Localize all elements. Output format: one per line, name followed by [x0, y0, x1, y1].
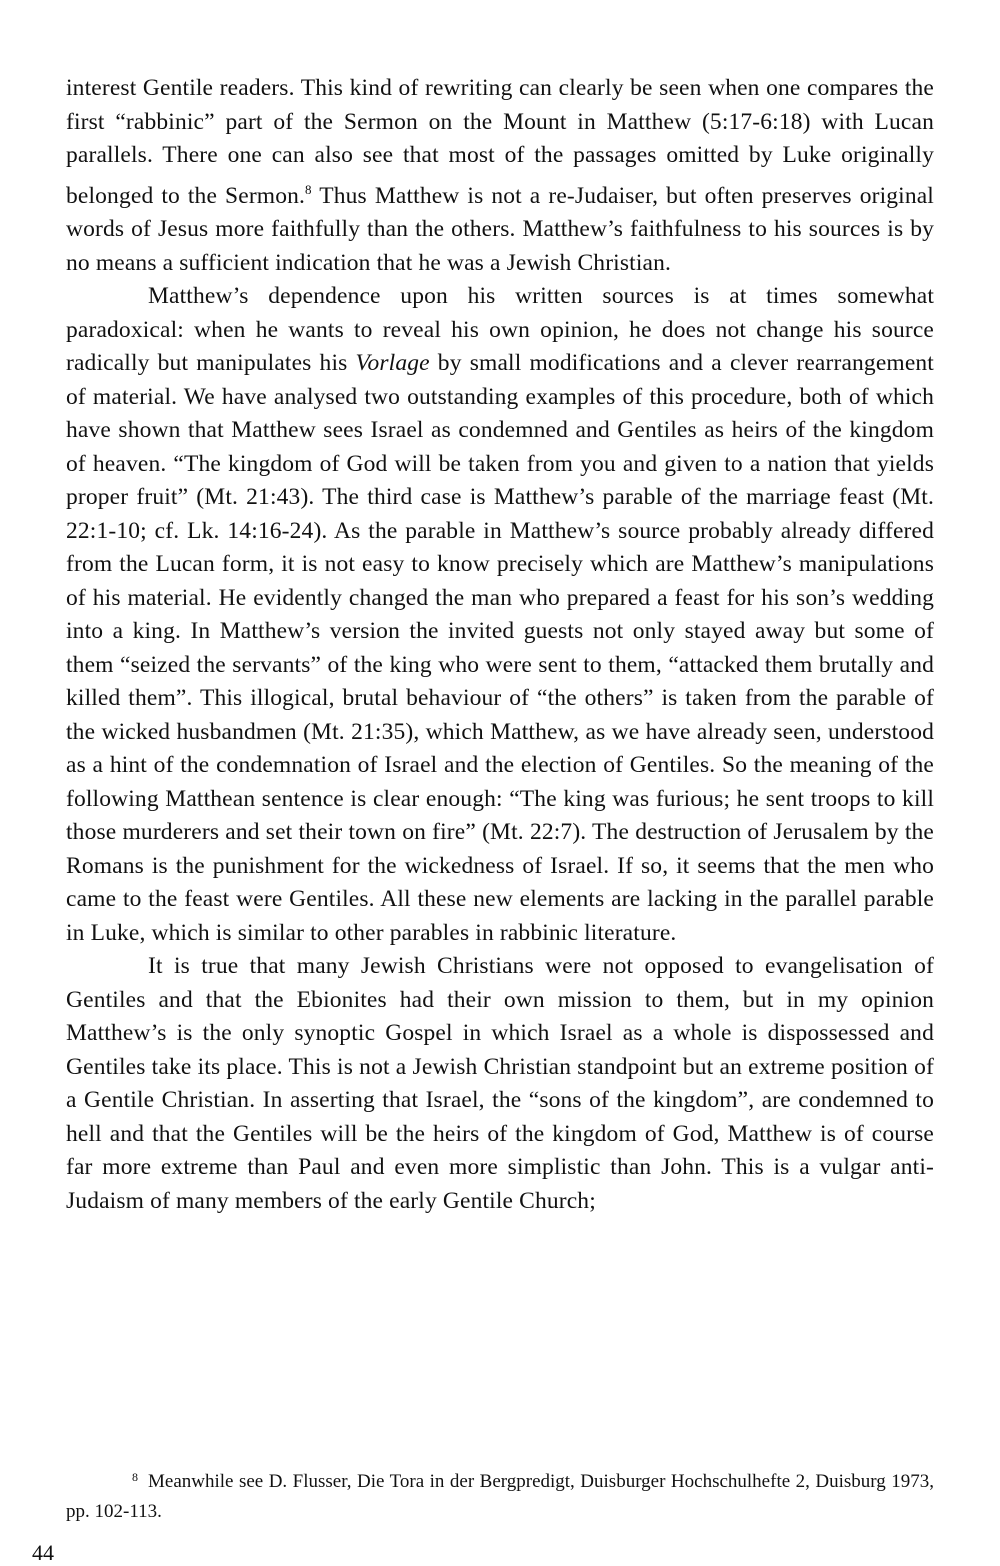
footnote — [66, 1462, 934, 1527]
paragraph-text: Thus Matthew is not a re-Judaiser, but often preserves original words of Jesus more faithfully than the others. Matthew’s faithfulness to his sources is by no means a sufficient indication that he was a Jewish Christian. — [66, 182, 934, 276]
paragraph-text: Matthew’s dependence upon his written sources is at times somewhat paradoxical: when he wants to reveal his own opinion, he does not change his source radically but manipulates his — [66, 283, 934, 376]
footnote-marker: 8 — [132, 1470, 138, 1484]
italic-term: Vorlage — [355, 350, 430, 376]
paragraph-text: interest Gentile readers. This kind of rewriting can clearly be seen when one compares the first “rabbinic” part of the Sermon on the Mount in Matthew (5:17-6:18) with Lucan parallels. There one can also see that most of the passages omitted by Luke originally belonged to the Sermon. — [66, 75, 934, 209]
footnote-reference: 8 — [305, 181, 312, 197]
paragraph-p1 — [66, 72, 934, 280]
footnote-body: Meanwhile see D. Flusser, Die Tora in der Bergpredigt, Duisburger Hochschulhefte 2, Duisburg 1973, pp. 102-113. — [66, 1471, 934, 1522]
main-text — [66, 72, 934, 1218]
paragraph-p3 — [66, 950, 934, 1218]
footnote-text — [66, 1462, 934, 1527]
paragraph-text: by small modifications and a clever rearrangement of material. We have analysed two outstanding examples of this procedure, both of which have shown that Matthew sees Israel as condemned and Gentiles as heirs of the kingdom of heaven. “The kingdom of God will be taken from you and given to a nation that yields proper fruit” (Mt. 21:43). The third case is Matthew’s parable of the marriage feast (Mt. 22:1-10; cf. Lk. 14:16-24). As the parable in Matthew’s source probably already differed from the Lucan form, it is not easy to know precisely which are Matthew’s manipulations of his material. He evidently changed the man who prepared a feast for his son’s wedding into a king. In Matthew’s version the invited guests not only stayed away but some of them “seized the servants” of the king who were sent to them, “attacked them brutally and killed them”. This illogical, brutal behaviour of “the others” is taken from the parable of the wicked husbandmen (Mt. 21:35), which Matthew, as we have already seen, understood as a hint of the condemnation of Israel and the election of Gentiles. So the meaning of the following Matthean sentence is clear enough: “The king was furious; he sent troops to kill those murderers and set their town on fire” (Mt. 22:7). The destruction of Jerusalem by the Romans is the punishment for the wickedness of Israel. If so, it seems that the men who came to the feast were Gentiles. All these new elements are lacking in the parallel parable in Luke, which is similar to other parables in rabbinic literature. — [66, 350, 934, 946]
paragraph-text: It is true that many Jewish Christians were not opposed to evangelisation of Gentiles and that the Ebionites had their own mission to them, but in my opinion Matthew’s is the only synoptic Gospel in which Israel as a whole is dispossessed and Gentiles take its place. This is not a Jewish Christian standpoint but an extreme position of a Gentile Christian. In asserting that Israel, the “sons of the kingdom”, are condemned to hell and that the Gentiles will be the heirs of the kingdom of God, Matthew is of course far more extreme than Paul and even more simplistic than John. This is a vulgar anti-Judaism of many members of the early Gentile Church; — [66, 953, 934, 1214]
page-number: 44 — [32, 1540, 54, 1565]
paragraph-p2 — [66, 280, 934, 950]
